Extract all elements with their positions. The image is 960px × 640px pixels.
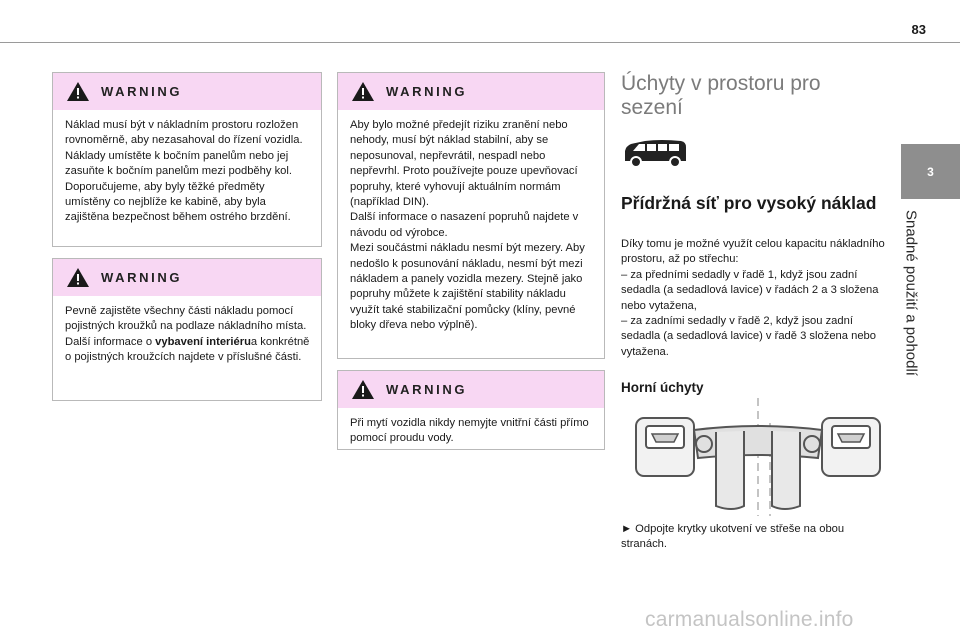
van-icon [621,139,689,169]
list-item: – za zadními sedadly v řadě 2, když jsou zadní sedadla (a sedadlová lavice) v řadě 3 složena nebo vytažena. [621,315,876,358]
warning-triangle-icon [67,268,89,287]
text-suffix: a konkrétně o pojistných kroužcích najdete v příslušné části. [65,335,310,364]
warning-paragraph: Pevně zajistěte všechny části nákladu pomocí pojistných kroužků na podlaze nákladního místa. [65,305,307,333]
warning-paragraph: Náklady umístěte k bočním panelům nebo jej zasuňte k bočním panelům mezi podběhy kol. Doporučujeme, aby byly těžké předměty umístěny co nejblíže ke kabině, aby byla zajištěna bezpečnost během ostrého brzdění. [65,149,292,224]
intro-paragraph: Díky tomu je možné využít celou kapacitu nákladního prostoru, až po střechu: [621,238,885,266]
bold-reference: vybavení interiéru [155,335,251,348]
warning-paragraph: Náklad musí být v nákladním prostoru rozložen rovnoměrně, aby nezasahoval do řízení vozidla. [65,119,303,147]
warning-label: WARNING [101,270,183,285]
chapter-tab[interactable]: 3 [901,144,960,199]
warning-label: WARNING [386,382,468,397]
warning-paragraph: Další informace o nasazení popruhů najdete v návodu od výrobce. [350,211,579,239]
warning-paragraph: Při mytí vozidla nikdy nemyjte vnitřní části přímo pomocí proudu vody. [350,417,589,445]
watermark: carmanualsonline.info [645,608,854,631]
instruction-step: ► Odpojte krytky ukotvení ve střeše na obou stranách. [621,523,845,551]
header-divider [0,42,960,43]
warning-paragraph: Aby bylo možné předejít riziku zranění nebo nehody, musí být náklad stabilní, aby se neposunoval, nepřevrátil, nespadl nebo nepřevrhl. Proto používejte pouze upevňovací popruhy, které vyhovují aktuálním normám (například DIN). [350,119,578,209]
warning-box-1 [52,72,322,247]
subsection-title: Přídržná síť pro vysoký náklad [621,193,877,213]
warning-paragraph: Mezi součástmi nákladu nesmí být mezery. Aby nedošlo k posunování nákladu, nesmí být mezi nákladem a panely vozidla mezery. Stejně jako popruhy můžete k zajištění stability nákladu využít také stabilizační pomůcky (klíny, pevné bloky dřeva nebo výplně). [350,242,585,332]
warning-triangle-icon [352,82,374,101]
upper-anchors-heading: Horní úchyty [621,380,704,395]
warning-header [338,371,604,408]
warning-body [53,296,321,374]
warning-header [338,73,604,110]
warning-box-2 [52,258,322,401]
text-prefix: Další informace o [65,335,156,348]
warning-label: WARNING [386,84,468,99]
warning-box-4 [337,370,605,450]
chapter-title: Snadné použití a pohodlí [902,210,920,376]
warning-paragraph [65,335,311,366]
warning-body [338,110,604,342]
warning-triangle-icon [67,82,89,101]
warning-body [338,408,604,455]
warning-body [53,110,321,234]
section-title: Úchyty v prostoru pro sezení [621,72,821,119]
warning-label: WARNING [101,84,183,99]
warning-header [53,73,321,110]
list-item: – za předními sedadly v řadě 1, když jsou zadní sedadla (a sedadlová lavice) v řadách 2 a 3 složena nebo vytažena, [621,268,879,312]
warning-box-3 [337,72,605,359]
warning-triangle-icon [352,380,374,399]
roof-anchor-illustration [632,398,884,516]
warning-header [53,259,321,296]
intro-text [621,237,891,360]
page-number: 83 [911,22,926,37]
